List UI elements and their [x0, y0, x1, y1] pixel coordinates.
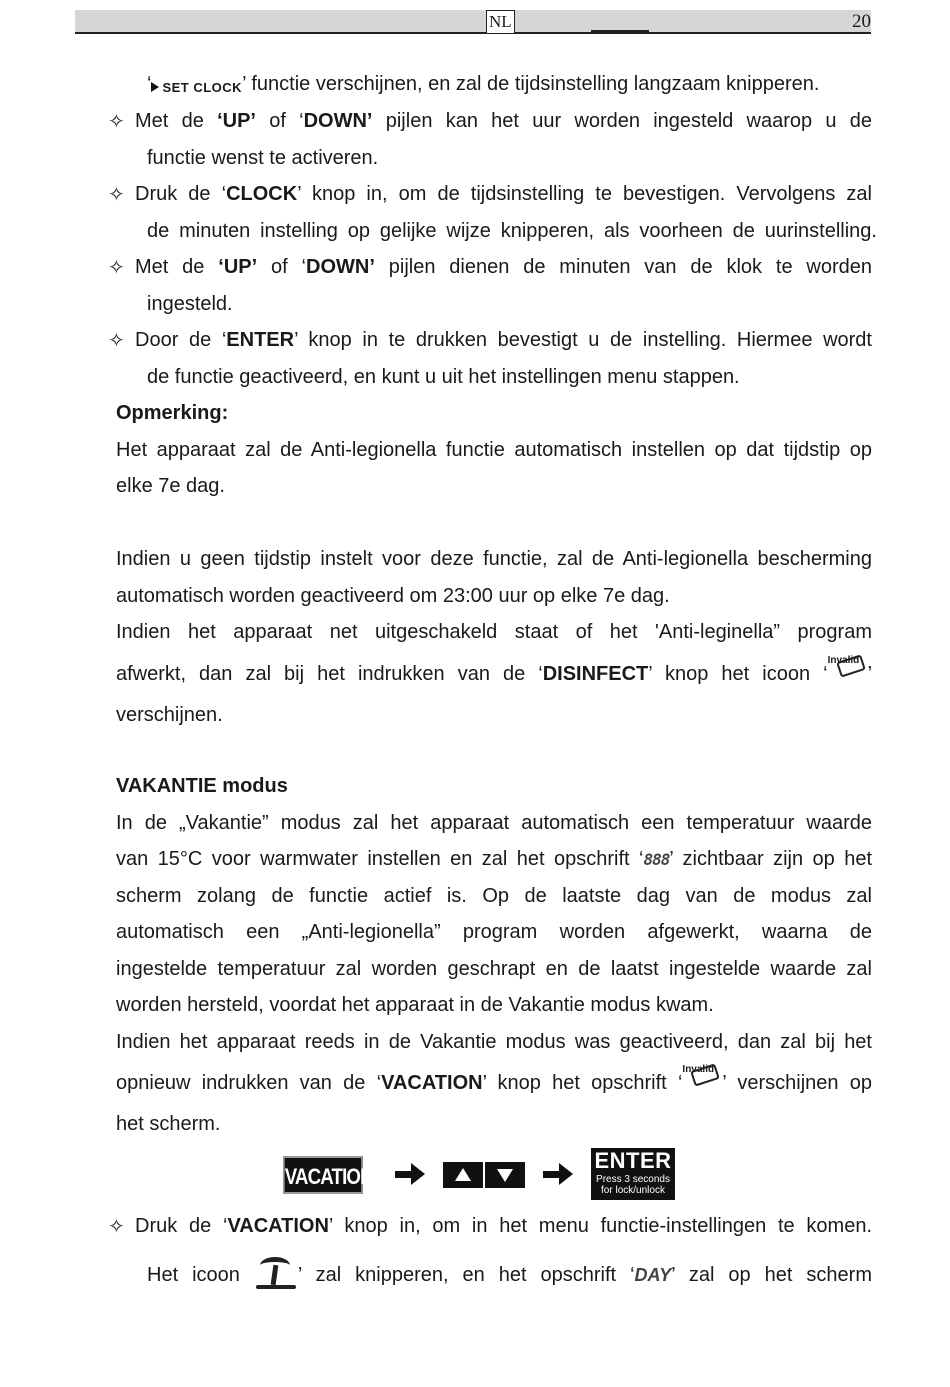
bullet-item-5 [135, 1208, 872, 1305]
bullet-icon: ✧ [108, 184, 125, 206]
text-line: functie wenst te activeren. [147, 146, 379, 169]
intro-text [116, 66, 872, 103]
arrow-right-icon [395, 1163, 425, 1185]
palm-tree-icon [254, 1253, 298, 1291]
text-line: van 15°C voor warmwater instellen en zal het opschrift ‘888’ zichtbaar zijn op het [116, 841, 872, 878]
down-arrow-icon [497, 1169, 513, 1182]
bullet-icon: ✧ [108, 257, 125, 279]
text-line: opnieuw indrukken van de ‘VACATION’ knop het opschrift ‘ Invalid ’ verschijnen op [116, 1064, 872, 1094]
text-line: ‘ SET CLOCK’ functie verschijnen, en zal de tijdsinstelling langzaam knipperen. [116, 66, 872, 103]
text-line: scherm zolang de functie actief is. Op de laatste dag van de modus zal [116, 884, 872, 907]
page-header [75, 10, 871, 34]
up-arrow-icon [455, 1168, 471, 1181]
bullet-icon: ✧ [108, 111, 125, 133]
text-line: Druk de ‘CLOCK’ knop in, om de tijdsinstelling te bevestigen. Vervolgens zal [135, 183, 872, 205]
bullet-item-3 [135, 249, 872, 322]
bullet-item-1 [135, 103, 872, 176]
text-line: Druk de ‘VACATION’ knop in, om in het menu functie-instellingen te komen. [135, 1215, 872, 1237]
enter-button-image [591, 1148, 675, 1200]
up-button-image [443, 1162, 483, 1188]
text-line: Het apparaat zal de Anti-legionella functie automatisch instellen op dat tijdstip op [116, 438, 872, 461]
language-label: NL [486, 10, 515, 34]
text-line: automatisch een „Anti-legionella” program worden afgewerkt, waarna de [116, 921, 872, 943]
button-sequence [283, 1148, 678, 1200]
note-section [116, 395, 872, 733]
set-clock-icon: SET CLOCK [151, 70, 242, 103]
text-line: ingestelde temperatuur zal worden geschrapt en de laatst ingestelde waarde zal [116, 957, 872, 980]
text-line: de minuten instelling op gelijke wijze knipperen, als voorheen de uurinstelling. [147, 219, 877, 242]
header-underline [591, 30, 649, 32]
text-line: Met de ‘UP’ of ‘DOWN’ pijlen kan het uur worden ingesteld waarop u de [135, 110, 872, 132]
note-heading: Opmerking: [116, 402, 229, 424]
bullet-item-4 [135, 322, 872, 395]
invalid-icon: Invalid [828, 658, 868, 684]
bullet-icon: ✧ [108, 330, 125, 352]
text-line: afwerkt, dan zal bij het indrukken van de ‘DISINFECT’ knop het icoon ‘ Invalid ’ [116, 654, 872, 685]
text-line: de functie geactiveerd, en kunt u uit het instellingen menu stappen. [147, 365, 740, 388]
display-888-icon: 888 [643, 850, 670, 869]
bullet-icon: ✧ [108, 1216, 125, 1238]
text-line: Het icoon ’ zal knipperen, en het opschrift ‘DAY’ zal op het scherm [135, 1245, 872, 1305]
section-heading: VAKANTIE modus [116, 775, 288, 797]
vacation-button-image: VACATION [283, 1156, 363, 1194]
spacer [116, 505, 872, 542]
text-line: elke 7e dag. [116, 475, 225, 497]
day-display-icon: DAY [634, 1264, 672, 1285]
text-line: Indien u geen tijdstip instelt voor deze functie, zal de Anti-legionella bescherming [116, 548, 872, 570]
text-line: Door de ‘ENTER’ knop in te drukken bevestigt u de instelling. Hiermee wordt [135, 329, 872, 351]
enter-label: ENTER [594, 1148, 672, 1173]
down-button-image [485, 1162, 525, 1188]
vacation-section [116, 768, 872, 1143]
text-line: automatisch worden geactiveerd om 23:00 uur op elke 7e dag. [116, 584, 670, 607]
text-line: ingesteld. [147, 292, 233, 315]
text-line: Indien het apparaat reeds in de Vakantie modus was geactiveerd, dan zal bij het [116, 1030, 872, 1053]
bullet-item-2 [135, 176, 877, 249]
text-line: verschijnen. [116, 703, 223, 726]
enter-sub-label: for lock/unlock [601, 1185, 665, 1196]
arrow-right-icon [543, 1163, 573, 1185]
invalid-icon: Invalid [682, 1067, 722, 1093]
enter-sub-label: Press 3 seconds [596, 1174, 670, 1185]
text-line: het scherm. [116, 1113, 221, 1135]
text-line: Indien het apparaat net uitgeschakeld staat of het 'Anti-leginella” program [116, 621, 872, 643]
text-line: In de „Vakantie” modus zal het apparaat automatisch een temperatuur waarde [116, 811, 872, 834]
text-line: Met de ‘UP’ of ‘DOWN’ pijlen dienen de minuten van de klok te worden [135, 256, 872, 278]
page-number: 20 [852, 11, 871, 32]
text-line: worden hersteld, voordat het apparaat in de Vakantie modus kwam. [116, 994, 714, 1016]
